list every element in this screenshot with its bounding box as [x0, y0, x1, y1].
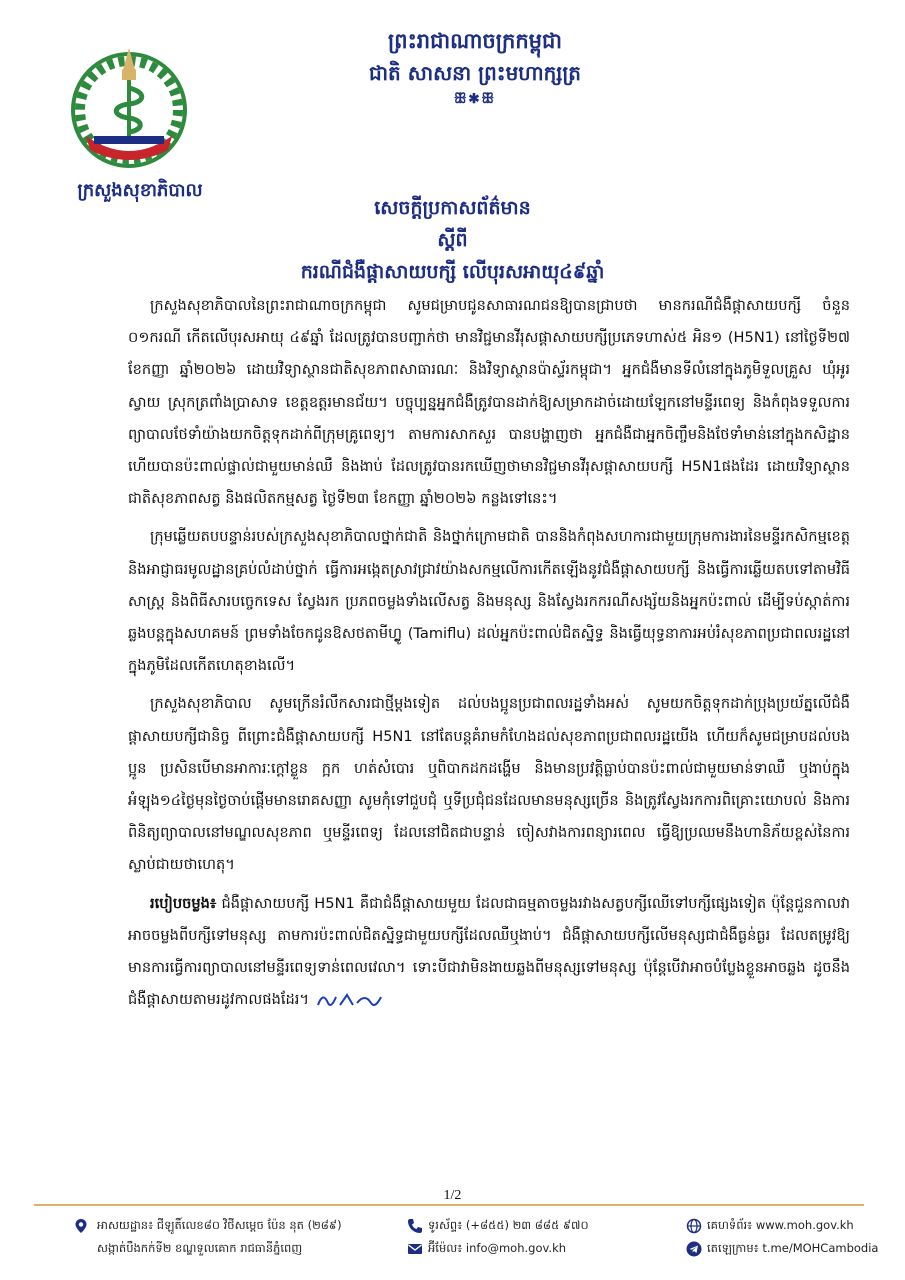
- ornament: ꕥ✱ꕥ: [453, 91, 497, 107]
- footer-address-1: អាសយដ្ឋាន៖ ជីឡូតិ៍លេខ៨០ វិថីសម្តេច ប៉ែន នុត (២៨៩): [97, 1218, 342, 1232]
- title-line-3: ករណីជំងឺផ្តាសាយបក្សី លើបុរសអាយុ៤៩ឆ្នាំ: [300, 261, 605, 283]
- footer-address-2: សង្កាត់បឹងកក់ទី២ ខណ្ឌទួលគោក រាជធានីភ្នំពេញ: [97, 1241, 303, 1255]
- email-icon: [407, 1241, 423, 1257]
- paragraph-2: ក្រុមឆ្លើយតបបន្ទាន់របស់ក្រសួងសុខាភិបាលថ្នាក់ជាតិ និងថ្នាក់ក្រោមជាតិ បាននិងកំពុងសហការជាមួយក្រុមការងារនៃមន្ទីរកសិកម្មខេត្តនិងអាជ្ញាធរមូលដ្ឋានគ្រប់លំដាប់ថ្នាក់ ធ្វើការអង្កេតស្រាវជ្រាវយ៉ាងសកម្មលើការកើតឡើងនូវជំងឺផ្តាសាយបក្សី និងធ្វើការឆ្លើយតបទៅតាមវិធីសាស្ត្រ និងពិធីសារបច្ចេកទេស ស្វែងរក ប្រភពចម្លងទាំងលើសត្វ និងមនុស្ស និងស្វែងរកករណីសង្ស័យនិងអ្នកប៉ះពាល់ ដើម្បីទប់ស្កាត់ការឆ្លងបន្តក្នុងសហគមន៍ ព្រមទាំងចែកជូនឱសថតាមីហ្វ្លូ (Tamiflu) ដល់អ្នកប៉ះពាល់ជិតស្និទ្ធ និងធ្វើយុទ្ធនាការអប់រំសុខភាពប្រជាពលរដ្ឋនៅក្នុងភូមិដែលកើតហេតុខាងលើ។: [128, 528, 850, 675]
- title-line-2: ស្តីពី: [437, 229, 468, 251]
- paragraph-4: [128, 888, 850, 1017]
- document-body: [128, 290, 850, 1016]
- telegram-icon: [686, 1241, 702, 1257]
- national-motto: ជាតិ សាសនា ព្រះមហាក្សត្រ: [369, 61, 581, 85]
- kingdom-title: ព្រះរាជាណាចក្រកម្ពុជា: [387, 28, 562, 53]
- footer-phone: ទូរស័ព្ទ៖ (+៨៥៥) ២៣ ៨៨៥ ៩៧០: [428, 1218, 589, 1232]
- title-line-1: សេចក្តីប្រកាសព័ត៌មាន: [374, 197, 531, 219]
- location-icon: [73, 1218, 89, 1234]
- phone-icon: [407, 1218, 423, 1234]
- paragraph-3: ក្រសួងសុខាភិបាល សូមក្រើនរំលឹកសារជាថ្មីម្តងទៀត ដល់បងប្អូនប្រជាពលរដ្ឋទាំងអស់ សូមយកចិត្តទុកដាក់ប្រុងប្រយ័ត្នលើជំងឺផ្តាសាយបក្សីជានិច្ច ពីព្រោះជំងឺផ្តាសាយបក្សី H5N1 នៅតែបន្តគំរាមកំហែងដល់សុខភាពប្រជាពលរដ្ឋយើង ហើយក៏សូមជម្រាបដល់បងប្អូន ប្រសិនបើមានអាការៈក្តៅខ្លួន ក្អក ហត់សំបោរ ឬពិបាកដកដង្ហើម និងមានប្រវត្តិធ្លាប់បានប៉ះពាល់ជាមួយមាន់ទាឈឺ ឬងាប់ក្នុងអំឡុង១៤ថ្ងៃមុនថ្ងៃចាប់ផ្តើមមានរោគសញ្ញា សូមកុំទៅជួបជុំ ឬទីប្រជុំជនដែលមានមនុស្សច្រើន និងត្រូវស្វែងរកការពិគ្រោះយោបល់ និងការពិនិត្យព្យាបាលនៅមណ្ឌលសុខភាព ឬមន្ទីរពេទ្យ ដែលនៅជិតជាបន្ទាន់ ចៀសវាងការពន្យារពេល ធ្វើឱ្យប្រឈមនឹងហានិភ័យខ្ពស់នៃការស្លាប់ជាយថាហេតុ។: [128, 695, 850, 874]
- ministry-logo: [64, 40, 194, 170]
- document-title: [0, 192, 905, 288]
- transmission-label: របៀបចម្លង៖: [150, 894, 217, 912]
- ministry-name: ក្រសួងសុខាភិបាល: [77, 180, 203, 201]
- footer: [0, 1210, 905, 1280]
- page-number: 1/2: [443, 1188, 462, 1203]
- handwritten-initials: [315, 989, 385, 1011]
- paragraph-1: ក្រសួងសុខាភិបាលនៃព្រះរាជាណាចក្រកម្ពុជា សូមជម្រាបជូនសាធារណជនឱ្យបានជ្រាបថា មានករណីជំងឺផ្តាសាយបក្សី ចំនួន ០១ករណី កើតលើបុរសអាយុ ៤៩ឆ្នាំ ដែលត្រូវបានបញ្ជាក់ថា មានវិជ្ជមានវីរុសផ្តាសាយបក្សីប្រភេទហាស់៥ អិន១ (H5N1) នៅថ្ងៃទី២៧ ខែកញ្ញា ឆ្នាំ២០២៦ ដោយវិទ្យាស្ថានជាតិសុខភាពសាធារណៈ និងវិទ្យាស្ថានប៉ាស្ទ័រកម្ពុជា។ អ្នកជំងឺមានទីលំនៅក្នុងភូមិទួលគ្រួស ឃុំអូរស្វាយ ស្រុកត្រពាំងប្រាសាទ ខេត្តឧត្តរមានជ័យ។ បច្ចុប្បន្នអ្នកជំងឺត្រូវបានដាក់ឱ្យសម្រាកដាច់ដោយឡែកនៅមន្ទីរពេទ្យ និងកំពុងទទួលការព្យាបាលថែទាំយ៉ាងយកចិត្តទុកដាក់ពីក្រុមគ្រូពេទ្យ។ តាមការសាកសួរ បានបង្ហាញថា អ្នកជំងឺជាអ្នកចិញ្ចឹមនិងថែទាំមាន់នៅក្នុងកសិដ្ឋាន ហើយបានប៉ះពាល់ផ្ទាល់ជាមួយមាន់ឈឺ និងងាប់ ដែលត្រូវបានរកឃើញថាមានវិជ្ជមានវីរុសផ្តាសាយបក្សី H5N1ផងដែរ ដោយវិទ្យាស្ថានជាតិសុខភាពសត្វ និងផលិតកម្មសត្វ ថ្ងៃទី២៣ ខែកញ្ញា ឆ្នាំ២០២៦ កន្លងទៅនេះ។: [128, 297, 850, 508]
- transmission-text: ជំងឺផ្តាសាយបក្សី H5N1 គឺជាជំងឺផ្តាសាយមួយ ដែលជាធម្មតាចម្លងរវាងសត្វបក្សីឈើទៅបក្សីផ្សេងទៀត ប៉ុន្តែជួនកាលវាអាចចម្លងពីបក្សីទៅមនុស្ស តាមការប៉ះពាល់ជិតស្និទ្ធជាមួយបក្សីដែលឈឺឬងាប់។ ជំងឺផ្តាសាយបក្សីលើមនុស្សជាជំងឺធ្ងន់ធ្ងរ ដែលតម្រូវឱ្យមានការធ្វើការព្យាបាលនៅមន្ទីរពេទ្យទាន់ពេលវេលា។ ទោះបីជាវាមិនងាយឆ្លងពីមនុស្សទៅមនុស្ស ប៉ុន្តែបើវាអាចបំប្លែងខ្លួនអាចឆ្លង ដូចនឹងជំងឺផ្តាសាយតាមរដូវកាលផងដែរ។: [128, 894, 850, 1009]
- globe-icon: [686, 1218, 702, 1234]
- footer-telegram[interactable]: តេឡេក្រាម៖ t.me/MOHCambodia: [707, 1241, 879, 1255]
- kingdom-header: [285, 25, 665, 109]
- footer-email[interactable]: អ៊ីម៉ែល៖ info@moh.gov.kh: [428, 1241, 567, 1255]
- footer-website[interactable]: គេហទំព័រ៖ www.moh.gov.kh: [707, 1218, 854, 1232]
- footer-divider: [34, 1204, 864, 1206]
